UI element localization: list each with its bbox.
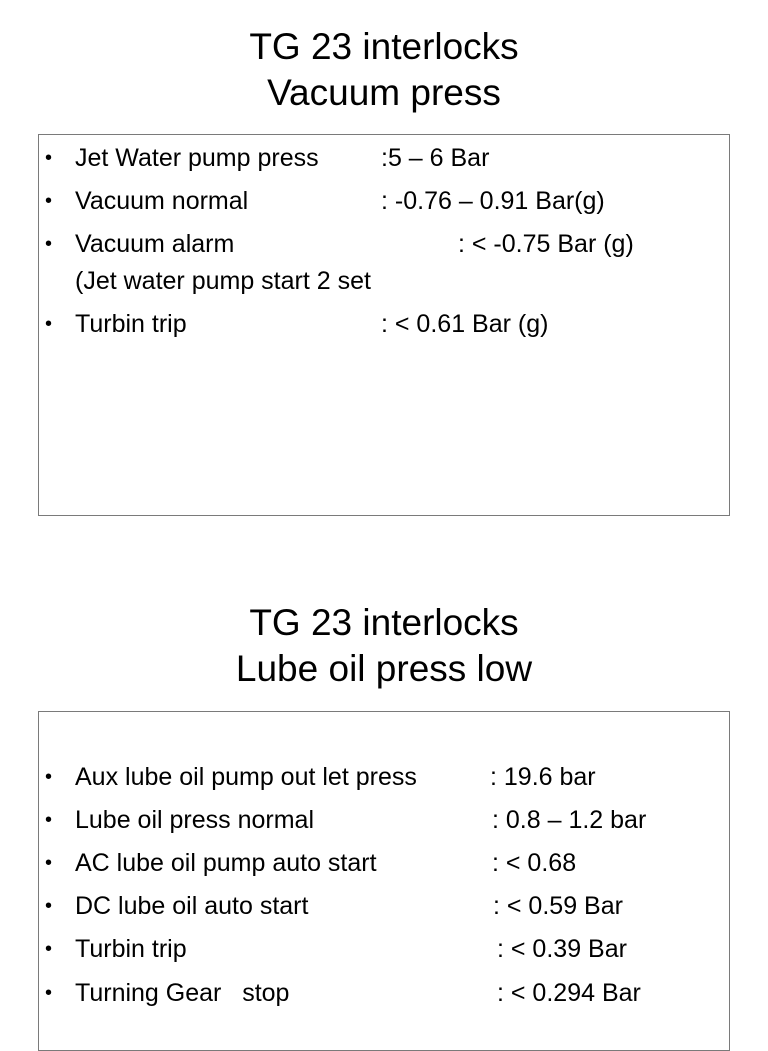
item-value: : < 0.61 Bar (g): [381, 310, 549, 338]
item-value: : < 0.294 Bar: [497, 979, 641, 1007]
item-label: Turbin trip: [75, 935, 187, 963]
item-subtext: (Jet water pump start 2 set: [75, 267, 371, 295]
item-label: Jet Water pump press: [75, 144, 319, 172]
item-label: AC lube oil pump auto start: [75, 849, 377, 877]
item-value: : < -0.75 Bar (g): [458, 230, 634, 258]
bullet-icon: •: [45, 982, 53, 1004]
item-label: Vacuum alarm: [75, 230, 235, 258]
slide2-title: [0, 600, 768, 692]
item-value: : < 0.68: [492, 849, 577, 877]
item-label: Turbin trip: [75, 310, 187, 338]
bullet-icon: •: [45, 809, 53, 831]
item-value: : < 0.39 Bar: [497, 935, 627, 963]
item-label: Aux lube oil pump out let press: [75, 763, 417, 791]
bullet-icon: •: [45, 313, 53, 335]
slide1-title-line2: Vacuum press: [267, 72, 501, 113]
slide1-title-line1: TG 23 interlocks: [249, 26, 519, 67]
item-value: : -0.76 – 0.91 Bar(g): [381, 187, 605, 215]
slide1-content-box: [38, 134, 730, 516]
item-value: : 0.8 – 1.2 bar: [492, 806, 647, 834]
item-value: : 19.6 bar: [490, 763, 596, 791]
bullet-icon: •: [45, 766, 53, 788]
slide2-content-box: [38, 711, 730, 1051]
bullet-icon: •: [45, 938, 53, 960]
bullet-icon: •: [45, 233, 53, 255]
bullet-icon: •: [45, 852, 53, 874]
item-value: :5 – 6 Bar: [381, 144, 490, 172]
item-label: Lube oil press normal: [75, 806, 315, 834]
item-label: Vacuum normal: [75, 187, 249, 215]
item-label: Turning Gear stop: [75, 979, 290, 1007]
slide2-title-line1: TG 23 interlocks: [249, 602, 519, 643]
slide2-title-line2: Lube oil press low: [235, 648, 533, 689]
bullet-icon: •: [45, 190, 53, 212]
item-value: : < 0.59 Bar: [493, 892, 623, 920]
slide1-title: [0, 24, 768, 116]
bullet-icon: •: [45, 895, 53, 917]
bullet-icon: •: [45, 147, 53, 169]
item-label: DC lube oil auto start: [75, 892, 309, 920]
